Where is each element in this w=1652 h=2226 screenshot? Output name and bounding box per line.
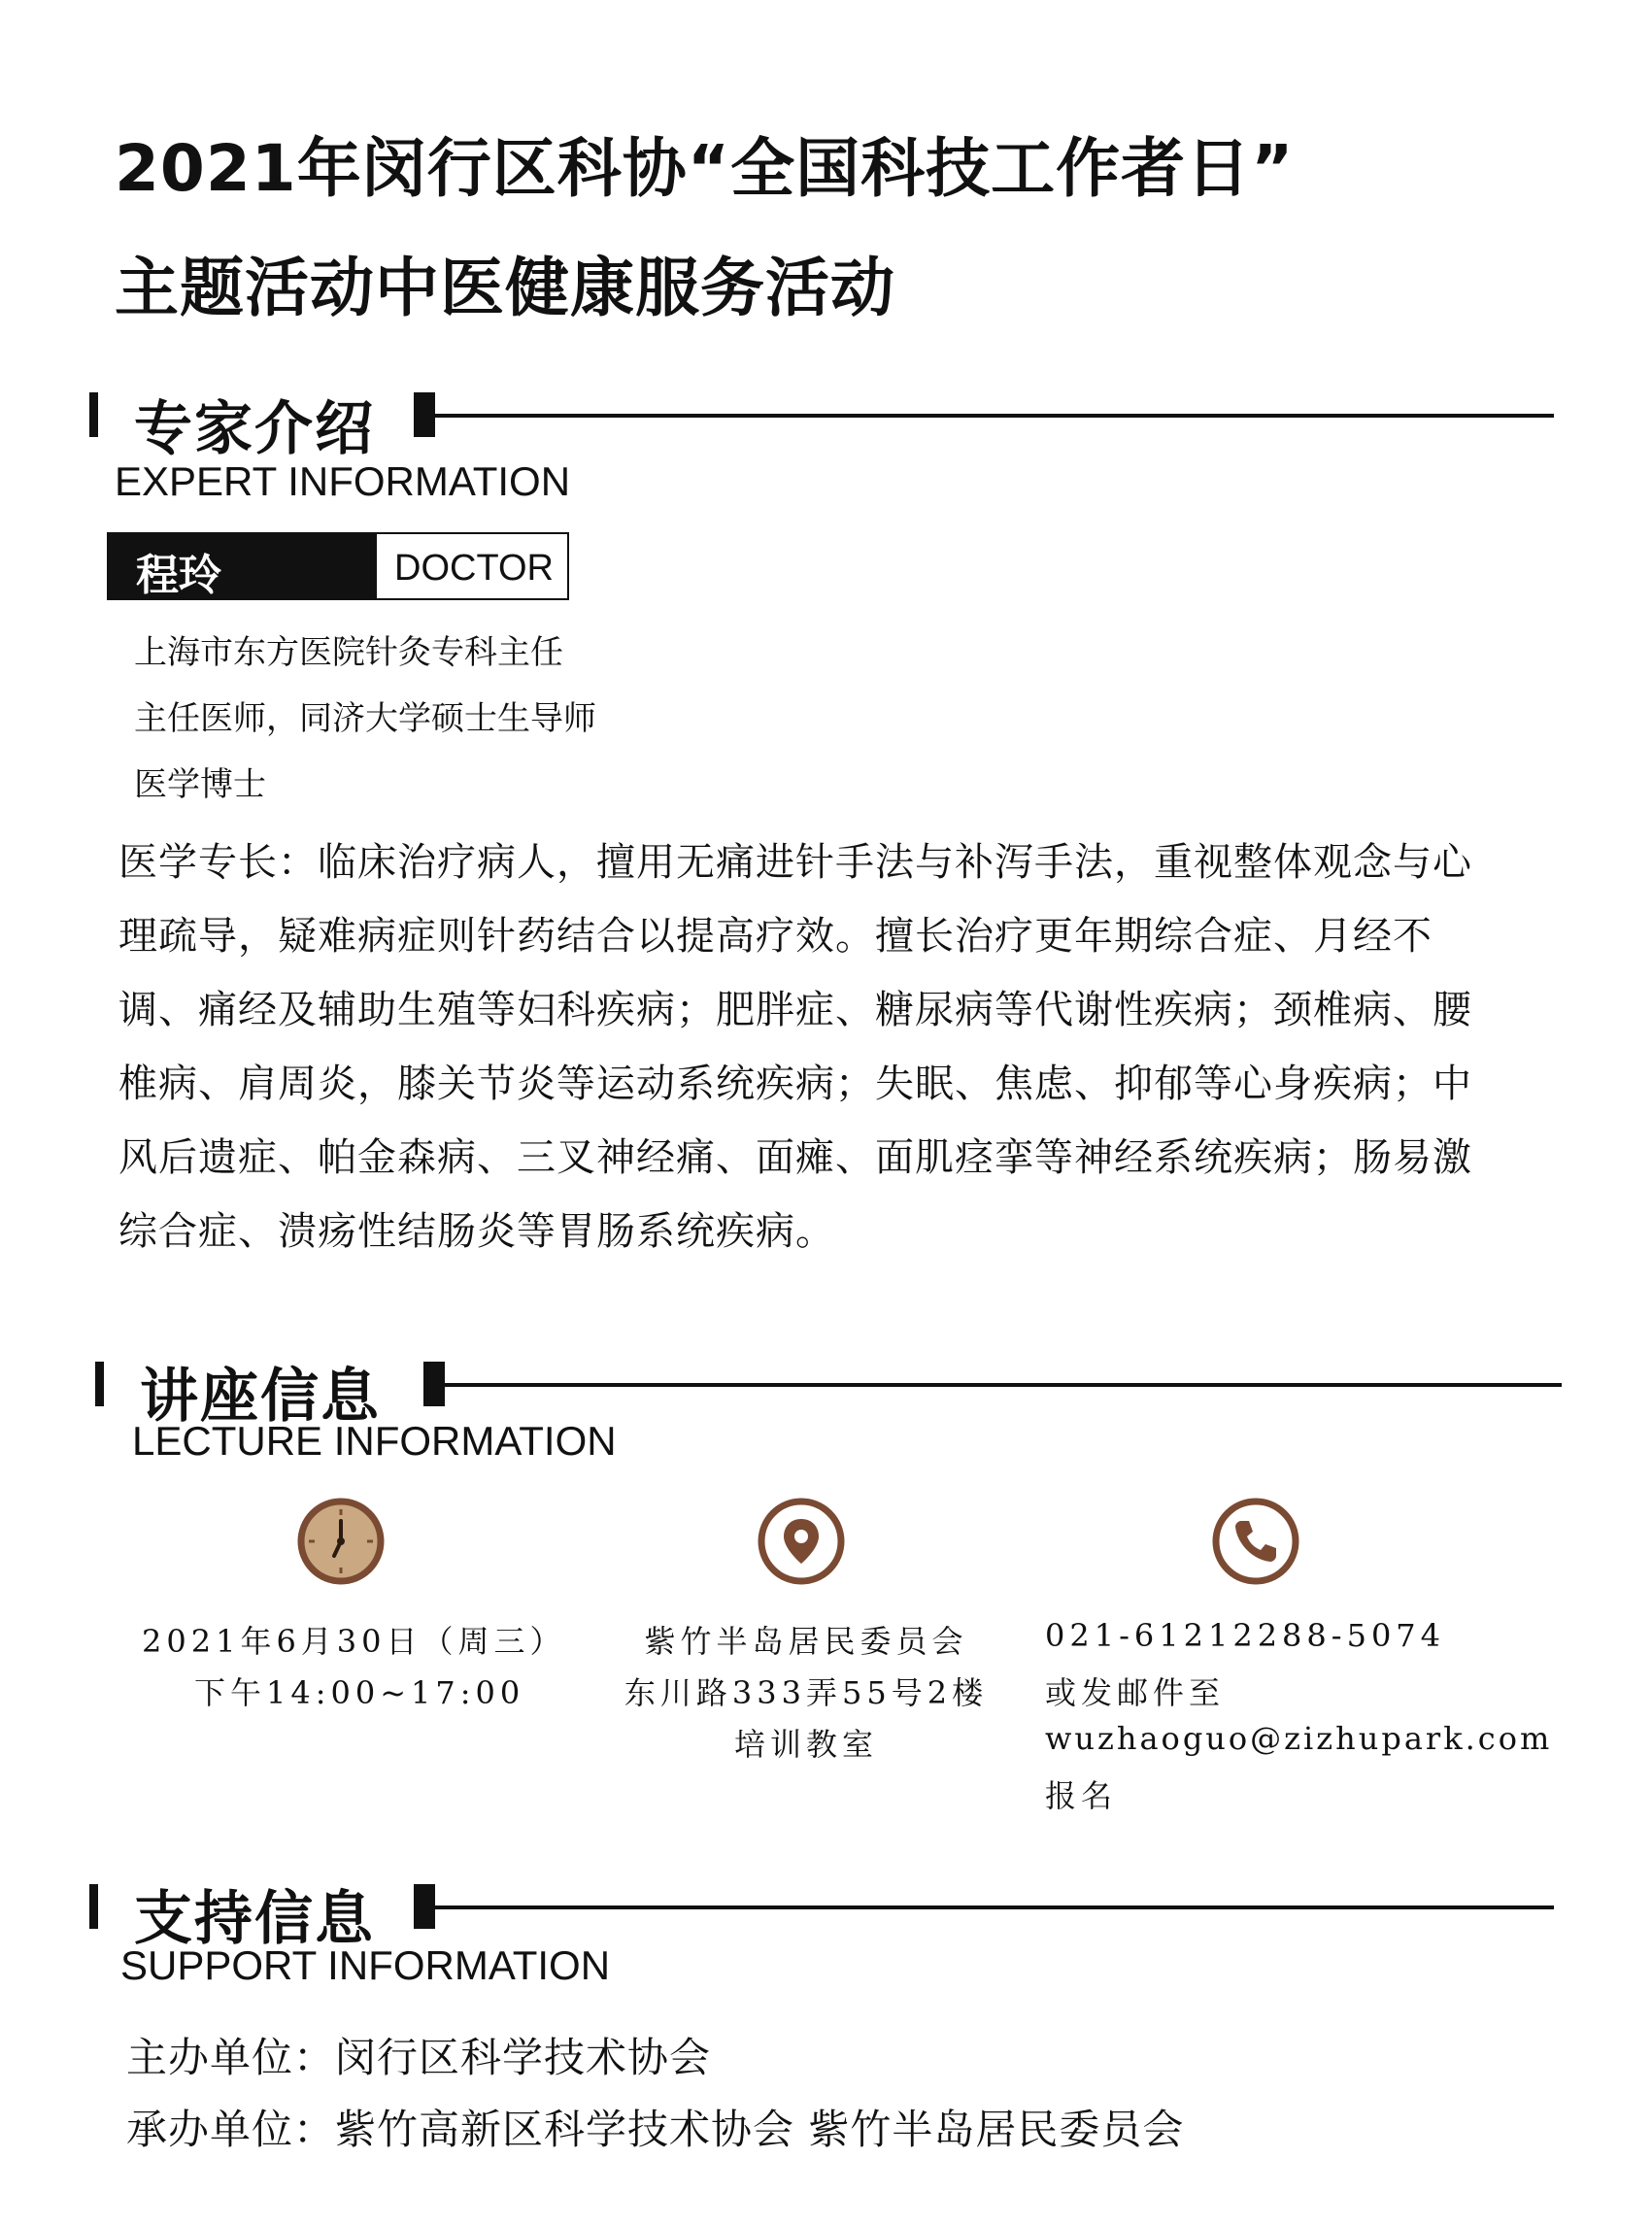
section-rule — [435, 414, 1554, 418]
contact-email[interactable]: wuzhaoguo@zizhupark.com — [1045, 1720, 1553, 1757]
contact-phone: 021-61212288-5074 — [1045, 1617, 1446, 1654]
host-unit: 主办单位：闵行区科学技术协会 — [126, 2034, 712, 2081]
lecture-date: 2021年6月30日（周三） — [142, 1623, 566, 1660]
credential-line: 上海市东方医院针灸专科主任 — [134, 633, 563, 672]
page-title-line-2: 主题活动中医健康服务活动 — [115, 251, 895, 325]
expert-name: 程玲 — [136, 551, 221, 600]
support-subheading: SUPPORT INFORMATION — [120, 1942, 611, 1988]
role-tag — [375, 532, 569, 600]
expert-subheading: EXPERT INFORMATION — [115, 458, 571, 504]
contact-line: 或发邮件至 — [1045, 1674, 1226, 1711]
expert-specialty: 医学专长：临床治疗病人，擅用无痛进针手法与补泻手法，重视整体观念与心理疏导，疑难病症则针药结合以提高疗效。擅长治疗更年期综合症、月经不调、痛经及辅助生殖等妇科疾病；肥胖症、糖尿病等代谢性疾病；颈椎病、腰椎病、肩周炎，膝关节炎等运动系统疾病；失眠、焦虑、抑郁等心身疾病；中风后遗症、帕金森病、三叉神经痛、面瘫、面肌痉挛等神经系统疾病；肠易激综合症、溃疡性结肠炎等胃肠系统疾病。 — [118, 840, 1472, 1254]
contact-line: 报名 — [1045, 1777, 1118, 1814]
credential-line: 医学博士 — [134, 765, 266, 804]
organizer-unit: 承办单位：紫竹高新区科学技术协会 紫竹半岛居民委员会 — [126, 2106, 1185, 2153]
section-marker — [89, 1884, 98, 1929]
section-rule-cap — [423, 1362, 445, 1406]
expert-heading: 专家介绍 — [134, 395, 375, 463]
location-line: 培训教室 — [733, 1726, 878, 1763]
phone-icon — [1212, 1498, 1299, 1585]
role-tag-label: DOCTOR — [394, 548, 554, 589]
section-rule-cap — [414, 392, 435, 437]
section-marker — [89, 392, 98, 437]
expert-name-tag — [107, 532, 375, 600]
lecture-subheading: LECTURE INFORMATION — [132, 1418, 617, 1464]
section-rule — [445, 1383, 1562, 1387]
location-line: 东川路333弄55号2楼 — [624, 1674, 989, 1711]
support-heading: 支持信息 — [134, 1885, 375, 1953]
lecture-hours: 下午14:00~17:00 — [194, 1674, 525, 1711]
lecture-heading: 讲座信息 — [140, 1363, 381, 1431]
location-line: 紫竹半岛居民委员会 — [644, 1623, 968, 1660]
page-title-line-1: 2021年闵行区科协“全国科技工作者日” — [115, 131, 1295, 206]
section-rule — [435, 1906, 1554, 1909]
clock-icon — [297, 1498, 385, 1585]
section-marker — [95, 1362, 104, 1406]
section-rule-cap — [414, 1884, 435, 1929]
credential-line: 主任医师，同济大学硕士生导师 — [134, 699, 596, 738]
map-pin-icon — [758, 1498, 845, 1585]
